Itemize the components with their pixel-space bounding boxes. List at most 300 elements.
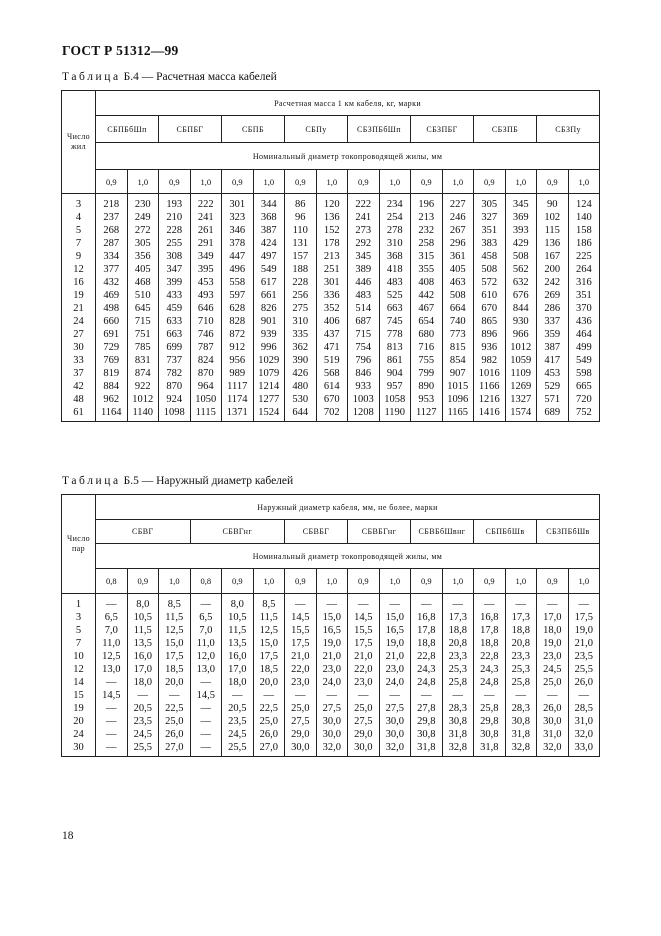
data-cell: —	[568, 594, 600, 612]
data-cell: 25,0	[285, 702, 317, 715]
diameter-cell: 0,9	[537, 170, 569, 194]
data-cell: 912	[222, 341, 254, 354]
data-cell: 861	[379, 354, 411, 367]
data-cell: 1015	[442, 380, 474, 393]
diameter-cell: 1,0	[253, 170, 285, 194]
data-cell: 27,5	[379, 702, 411, 715]
data-cell: 1190	[379, 406, 411, 422]
data-cell: 432	[96, 276, 128, 289]
data-cell: 13,5	[222, 637, 254, 650]
data-cell: 870	[190, 367, 222, 380]
data-cell: 222	[190, 194, 222, 212]
data-cell: 17,5	[253, 650, 285, 663]
data-cell: 25,8	[474, 702, 506, 715]
data-cell: 24,3	[411, 663, 443, 676]
table-row	[62, 663, 600, 676]
table-row	[62, 263, 600, 276]
data-cell: —	[222, 689, 254, 702]
data-cell: 242	[537, 276, 569, 289]
data-cell: 7,0	[96, 624, 128, 637]
data-cell: 819	[96, 367, 128, 380]
table-b5	[61, 494, 600, 757]
data-cell: —	[316, 594, 348, 612]
data-cell: 16,8	[411, 611, 443, 624]
data-cell: 11,5	[127, 624, 159, 637]
data-cell: 17,8	[411, 624, 443, 637]
data-cell: 12,5	[96, 650, 128, 663]
table-row	[62, 728, 600, 741]
data-cell: 19,0	[568, 624, 600, 637]
data-cell: 210	[159, 211, 191, 224]
data-cell: 334	[96, 250, 128, 263]
data-cell: 896	[474, 328, 506, 341]
data-cell: 33,0	[568, 741, 600, 757]
data-cell: 136	[537, 237, 569, 250]
data-cell: 20,0	[253, 676, 285, 689]
data-cell: 178	[316, 237, 348, 250]
data-cell: 510	[127, 289, 159, 302]
data-cell: 661	[253, 289, 285, 302]
data-cell: 904	[379, 367, 411, 380]
data-cell: 18,8	[505, 624, 537, 637]
data-cell: 11,0	[96, 637, 128, 650]
row-label: 3	[62, 194, 96, 212]
data-cell: 687	[348, 315, 380, 328]
row-label: 19	[62, 702, 96, 715]
table-row	[62, 594, 600, 612]
data-cell: 25,5	[222, 741, 254, 757]
data-cell: 21,0	[379, 650, 411, 663]
data-cell: 377	[96, 263, 128, 276]
diameter-cell: 1,0	[316, 170, 348, 194]
data-cell: 1140	[127, 406, 159, 422]
data-cell: 884	[96, 380, 128, 393]
data-cell: 25,0	[159, 715, 191, 728]
data-cell: 335	[285, 328, 317, 341]
table-row	[62, 315, 600, 328]
data-cell: 483	[348, 289, 380, 302]
data-cell: —	[316, 689, 348, 702]
data-cell: 13,0	[96, 663, 128, 676]
data-cell: 25,8	[442, 676, 474, 689]
data-cell: 519	[316, 354, 348, 367]
data-cell: —	[568, 689, 600, 702]
data-cell: 6,5	[190, 611, 222, 624]
data-cell: 275	[285, 302, 317, 315]
brand-header: СБВБбШвнг	[411, 520, 474, 544]
data-cell: 29,0	[285, 728, 317, 741]
row-label: 20	[62, 715, 96, 728]
data-cell: 20,0	[159, 676, 191, 689]
data-cell: 442	[411, 289, 443, 302]
data-cell: 418	[379, 263, 411, 276]
data-cell: 23,0	[285, 676, 317, 689]
brand-header: СБВГнг	[190, 520, 285, 544]
data-cell: 23,0	[316, 663, 348, 676]
data-cell: 936	[474, 341, 506, 354]
data-cell: —	[379, 689, 411, 702]
data-cell: 254	[379, 211, 411, 224]
data-cell: 15,0	[159, 637, 191, 650]
diameter-cell: 0,9	[285, 569, 317, 594]
data-cell: 96	[285, 211, 317, 224]
data-cell: 27,5	[348, 715, 380, 728]
data-cell: 30,0	[537, 715, 569, 728]
data-cell: 1050	[190, 393, 222, 406]
data-cell: 1096	[442, 393, 474, 406]
data-cell: 433	[159, 289, 191, 302]
data-cell: 664	[442, 302, 474, 315]
data-cell: 406	[316, 315, 348, 328]
data-cell: 1416	[474, 406, 506, 422]
data-cell: 370	[568, 302, 600, 315]
data-cell: 437	[316, 328, 348, 341]
data-cell: 249	[127, 211, 159, 224]
data-cell: 1164	[96, 406, 128, 422]
data-cell: 514	[348, 302, 380, 315]
data-cell: 11,0	[190, 637, 222, 650]
data-cell: 1216	[474, 393, 506, 406]
data-cell: 15,0	[316, 611, 348, 624]
data-cell: 459	[159, 302, 191, 315]
data-cell: —	[190, 741, 222, 757]
data-cell: 30,0	[348, 741, 380, 757]
row-label: 24	[62, 728, 96, 741]
data-cell: 408	[411, 276, 443, 289]
data-cell: 22,0	[285, 663, 317, 676]
data-cell: 1524	[253, 406, 285, 422]
data-cell: —	[505, 689, 537, 702]
data-cell: 347	[159, 263, 191, 276]
data-cell: 21,0	[348, 650, 380, 663]
diameter-cell: 0,9	[411, 569, 443, 594]
data-cell: —	[253, 689, 285, 702]
diameter-cell: 1,0	[505, 170, 537, 194]
data-cell: 646	[190, 302, 222, 315]
data-cell: 1012	[505, 341, 537, 354]
data-cell: 140	[568, 211, 600, 224]
data-cell: 429	[505, 237, 537, 250]
row-label: 10	[62, 650, 96, 663]
data-cell: 597	[222, 289, 254, 302]
data-cell: 30,0	[316, 728, 348, 741]
data-cell: 305	[127, 237, 159, 250]
table-row	[62, 276, 600, 289]
diameter-cell: 0,9	[222, 170, 254, 194]
data-cell: 1058	[379, 393, 411, 406]
data-cell: 136	[316, 211, 348, 224]
data-cell: 1574	[505, 406, 537, 422]
data-cell: 389	[348, 263, 380, 276]
data-cell: 24,0	[379, 676, 411, 689]
data-cell: 19,0	[379, 637, 411, 650]
data-cell: 610	[474, 289, 506, 302]
data-cell: 996	[253, 341, 285, 354]
data-cell: —	[190, 676, 222, 689]
data-cell: 558	[222, 276, 254, 289]
data-cell: 323	[222, 211, 254, 224]
data-cell: 26,0	[537, 702, 569, 715]
data-cell: 751	[127, 328, 159, 341]
data-cell: 31,0	[537, 728, 569, 741]
data-cell: 870	[159, 380, 191, 393]
data-cell: 901	[253, 315, 285, 328]
data-cell: 15,0	[253, 637, 285, 650]
data-cell: 1016	[474, 367, 506, 380]
data-cell: 956	[222, 354, 254, 367]
data-cell: 18,0	[222, 676, 254, 689]
data-cell: 29,0	[348, 728, 380, 741]
data-cell: 12,5	[253, 624, 285, 637]
diameter-cell: 0,9	[159, 170, 191, 194]
data-cell: 255	[159, 237, 191, 250]
data-cell: 310	[285, 315, 317, 328]
data-cell: —	[379, 594, 411, 612]
brand-header: СБВБГ	[285, 520, 348, 544]
data-cell: 17,5	[285, 637, 317, 650]
data-cell: 417	[537, 354, 569, 367]
data-cell: 14,5	[285, 611, 317, 624]
data-cell: 272	[127, 224, 159, 237]
data-cell: 562	[505, 263, 537, 276]
data-cell: —	[537, 594, 569, 612]
data-cell: 1115	[190, 406, 222, 422]
row-label: 1	[62, 594, 96, 612]
data-cell: 241	[190, 211, 222, 224]
data-cell: —	[474, 689, 506, 702]
brand-header: СБВБГнг	[348, 520, 411, 544]
data-cell: 1214	[253, 380, 285, 393]
data-cell: 480	[285, 380, 317, 393]
data-cell: 405	[442, 263, 474, 276]
row-label: 33	[62, 354, 96, 367]
data-cell: 17,8	[474, 624, 506, 637]
data-cell: 28,5	[568, 702, 600, 715]
data-cell: 25,8	[505, 676, 537, 689]
data-cell: 469	[96, 289, 128, 302]
data-cell: 395	[190, 263, 222, 276]
data-cell: 17,5	[568, 611, 600, 624]
table-row	[62, 689, 600, 702]
data-cell: 18,8	[411, 637, 443, 650]
data-cell: 32,0	[537, 741, 569, 757]
data-cell: 25,5	[127, 741, 159, 757]
data-cell: 663	[379, 302, 411, 315]
data-cell: 20,8	[505, 637, 537, 650]
data-cell: 21,0	[316, 650, 348, 663]
row-label: 27	[62, 328, 96, 341]
data-cell: 572	[474, 276, 506, 289]
data-cell: 769	[96, 354, 128, 367]
row-label: 19	[62, 289, 96, 302]
data-cell: 286	[537, 302, 569, 315]
data-cell: 369	[505, 211, 537, 224]
data-cell: 498	[96, 302, 128, 315]
table-row	[62, 637, 600, 650]
data-cell: 261	[190, 224, 222, 237]
super-header: Наружный диаметр кабеля, мм, не более, марки	[96, 495, 600, 520]
data-cell: 663	[159, 328, 191, 341]
data-cell: 468	[127, 276, 159, 289]
data-cell: 18,8	[442, 624, 474, 637]
data-cell: 23,0	[348, 676, 380, 689]
data-cell: 24,3	[474, 663, 506, 676]
data-cell: 799	[411, 367, 443, 380]
row-label: 12	[62, 263, 96, 276]
data-cell: 529	[537, 380, 569, 393]
data-cell: 405	[127, 263, 159, 276]
data-cell: 1277	[253, 393, 285, 406]
data-cell: 25,0	[253, 715, 285, 728]
data-cell: 368	[379, 250, 411, 263]
data-cell: —	[96, 715, 128, 728]
table-row	[62, 224, 600, 237]
data-cell: 237	[96, 211, 128, 224]
data-cell: 27,5	[285, 715, 317, 728]
data-cell: 890	[411, 380, 443, 393]
row-label: 14	[62, 676, 96, 689]
data-cell: 115	[537, 224, 569, 237]
data-cell: 345	[348, 250, 380, 263]
data-cell: 246	[442, 211, 474, 224]
diameter-cell: 1,0	[442, 170, 474, 194]
table-row	[62, 367, 600, 380]
data-cell: 710	[190, 315, 222, 328]
table-row	[62, 624, 600, 637]
data-cell: 614	[316, 380, 348, 393]
diameter-cell: 0,9	[348, 569, 380, 594]
data-cell: 17,3	[505, 611, 537, 624]
data-cell: 426	[285, 367, 317, 380]
data-cell: 269	[537, 289, 569, 302]
data-cell: 287	[96, 237, 128, 250]
table-row	[62, 611, 600, 624]
data-cell: 740	[442, 315, 474, 328]
brand-header: СБПу	[285, 116, 348, 143]
data-cell: 193	[159, 194, 191, 212]
data-cell: 32,8	[505, 741, 537, 757]
data-cell: 218	[96, 194, 128, 212]
data-cell: 745	[379, 315, 411, 328]
data-cell: 32,0	[568, 728, 600, 741]
data-cell: 17,0	[127, 663, 159, 676]
diameter-cell: 1,0	[568, 569, 600, 594]
data-cell: —	[411, 689, 443, 702]
data-cell: 301	[316, 276, 348, 289]
data-cell: 13,5	[127, 637, 159, 650]
data-cell: 234	[379, 194, 411, 212]
data-cell: 844	[505, 302, 537, 315]
table-row	[62, 250, 600, 263]
data-cell: 1117	[222, 380, 254, 393]
data-cell: 966	[505, 328, 537, 341]
data-cell: —	[190, 702, 222, 715]
data-cell: 225	[568, 250, 600, 263]
data-cell: 598	[568, 367, 600, 380]
data-cell: 349	[190, 250, 222, 263]
data-cell: 157	[285, 250, 317, 263]
row-label: 16	[62, 276, 96, 289]
data-cell: 11,5	[222, 624, 254, 637]
data-cell: 30,8	[505, 715, 537, 728]
data-cell: 737	[159, 354, 191, 367]
data-cell: 383	[474, 237, 506, 250]
table-row	[62, 328, 600, 341]
data-cell: 213	[411, 211, 443, 224]
diameter-cell: 0,9	[127, 569, 159, 594]
data-cell: 28,3	[505, 702, 537, 715]
brand-header: СБПБ	[222, 116, 285, 143]
data-cell: —	[96, 702, 128, 715]
data-cell: 264	[568, 263, 600, 276]
data-cell: 188	[285, 263, 317, 276]
data-cell: 196	[411, 194, 443, 212]
data-cell: 31,8	[505, 728, 537, 741]
data-cell: 14,5	[96, 689, 128, 702]
data-cell: 907	[442, 367, 474, 380]
data-cell: 200	[537, 263, 569, 276]
data-cell: 18,5	[253, 663, 285, 676]
data-cell: 15,5	[348, 624, 380, 637]
table-b4-caption-label: Таблица	[62, 71, 121, 83]
data-cell: 447	[222, 250, 254, 263]
data-cell: —	[348, 594, 380, 612]
diameter-cell: 0,9	[348, 170, 380, 194]
data-cell: 213	[316, 250, 348, 263]
row-label: 42	[62, 380, 96, 393]
data-cell: 924	[159, 393, 191, 406]
data-cell: 691	[96, 328, 128, 341]
table-row	[62, 650, 600, 663]
data-cell: 483	[379, 276, 411, 289]
table-row	[62, 715, 600, 728]
data-cell: 31,8	[442, 728, 474, 741]
data-cell: 30,0	[316, 715, 348, 728]
data-cell: 680	[411, 328, 443, 341]
data-cell: 27,0	[159, 741, 191, 757]
data-cell: 368	[253, 211, 285, 224]
data-cell: 729	[96, 341, 128, 354]
row-label: 12	[62, 663, 96, 676]
data-cell: 356	[127, 250, 159, 263]
data-cell: 19,0	[316, 637, 348, 650]
data-cell: 152	[316, 224, 348, 237]
data-cell: 24,5	[127, 728, 159, 741]
data-cell: 22,0	[348, 663, 380, 676]
data-cell: 131	[285, 237, 317, 250]
data-cell: 17,5	[159, 650, 191, 663]
data-cell: 7,0	[190, 624, 222, 637]
data-cell: 86	[285, 194, 317, 212]
data-cell: 336	[316, 289, 348, 302]
table-row	[62, 302, 600, 315]
data-cell: 676	[505, 289, 537, 302]
row-label: 30	[62, 741, 96, 757]
data-cell: 24,8	[474, 676, 506, 689]
data-cell: 102	[537, 211, 569, 224]
data-cell: 453	[537, 367, 569, 380]
brand-header: СБВГ	[96, 520, 191, 544]
data-cell: 24,8	[411, 676, 443, 689]
data-cell: 23,3	[442, 650, 474, 663]
diameter-cell: 1,0	[316, 569, 348, 594]
data-cell: 14,5	[190, 689, 222, 702]
data-cell: 508	[505, 250, 537, 263]
data-cell: 670	[474, 302, 506, 315]
data-cell: 24,5	[537, 663, 569, 676]
data-cell: 496	[222, 263, 254, 276]
table-b4	[61, 90, 600, 422]
